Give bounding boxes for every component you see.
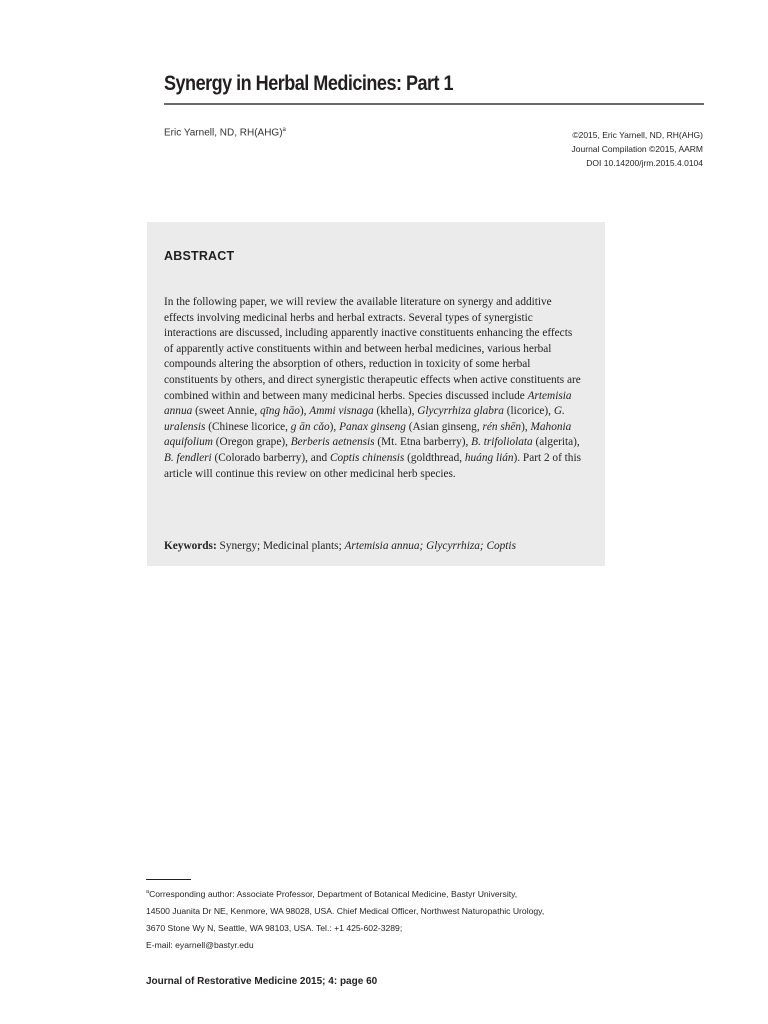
journal-citation-footer: Journal of Restorative Medicine 2015; 4: page 60 [146,976,378,987]
abstract-text-run: (Mt. Etna barberry), [374,436,472,449]
keywords-line [164,539,594,554]
author-footnote-marker: a [282,127,286,133]
footnote-line: 3670 Stone Wy N, Seattle, WA 98103, USA. Tel.: +1 425-602-3289; [146,923,403,934]
abstract-body [164,295,584,482]
abstract-text-run: In the following paper, we will review the available literature on synergy and additive effects involving medicinal herbs and herbal extracts. Several types of synergistic interactions are discussed, including apparently inactive constituents enhancing the effects of apparently active constituents within and between herbal medicines, various herbal compounds altering the absorption of others, reduction in toxicity of some herbal constituents by others, and direct synergistic therapeutic effects when active constituents are combined within and between many medicinal herbs. Species discussed include [164,296,581,402]
abstract-text-run: (sweet Annie, [192,405,261,418]
corresponding-author-footnote [146,884,666,955]
abstract-italic-term: G. uralensis [164,405,565,433]
abstract-italic-term: Ammi visnaga [309,405,374,418]
abstract-italic-term: rén shēn [482,420,522,433]
author-name: Eric Yarnell, ND, RH(AHG) [164,127,283,139]
footnote-marker: a [146,889,150,895]
abstract-text-run: (goldthread, [404,451,465,464]
keywords-italic: Artemisia annua; Glycyrrhiza; Coptis [344,540,516,552]
abstract-text-run: ), [299,405,310,418]
journal-compilation-line: Journal Compilation ©2015, AARM [571,144,703,154]
footnote-divider [146,879,191,880]
abstract-text-run: (Oregon grape), [212,436,291,449]
footnote-line: 14500 Juanita Dr NE, Kenmore, WA 98028, USA. Chief Medical Officer, Northwest Naturopathic Urology, [146,906,545,917]
abstract-text-run: (khella), [373,405,418,418]
abstract-text-run: (Chinese licorice, [205,420,291,433]
abstract-italic-term: Mahonia aquifolium [164,420,572,449]
article-title: Synergy in Herbal Medicines: Part 1 [164,72,454,95]
keywords-label: Keywords: [164,540,217,552]
title-divider [164,103,704,105]
abstract-text-run: (Colorado barberry), and [211,451,330,464]
abstract-italic-term: huáng lián [464,451,514,464]
abstract-text-run: (licorice), [503,405,554,418]
copyright-line: ©2015, Eric Yarnell, ND, RH(AHG) [572,130,703,140]
abstract-italic-term: B. trifoliolata [471,436,533,449]
abstract-italic-term: Coptis chinensis [329,451,405,464]
abstract-italic-term: B. fendleri [164,451,212,464]
footnote-line: $^a$Corresponding author: Associate Professor, Department of Botanical Medicine, Bastyr University, [146,888,518,899]
abstract-italic-term: Berberis aetnensis [290,436,375,449]
author-line [164,127,286,138]
abstract-heading: ABSTRACT [164,249,235,263]
footnote-email-line[interactable]: E-mail: eyarnell@bastyr.edu [146,940,254,951]
keywords-plain: Synergy; Medicinal plants; [216,540,345,552]
abstract-text-run: ), [329,420,340,433]
abstract-text-run: ), [521,420,531,433]
doi-line: DOI 10.14200/jrm.2015.4.0104 [586,158,703,168]
abstract-text-run: (algerita), [532,436,580,449]
copyright-block [572,128,703,170]
abstract-italic-term: Panax ginseng [339,420,406,433]
abstract-text-run: (Asian ginseng, [405,420,483,433]
abstract-italic-term: Artemisia annua [164,389,572,418]
abstract-text-run: ). Part 2 of this article will continue this review on other medicinal herb species. [164,451,581,480]
abstract-box [147,222,605,566]
abstract-italic-term: qīng hāo [260,405,300,418]
abstract-italic-term: Glycyrrhiza glabra [417,405,504,418]
abstract-italic-term: g ān cǎo [290,420,330,433]
